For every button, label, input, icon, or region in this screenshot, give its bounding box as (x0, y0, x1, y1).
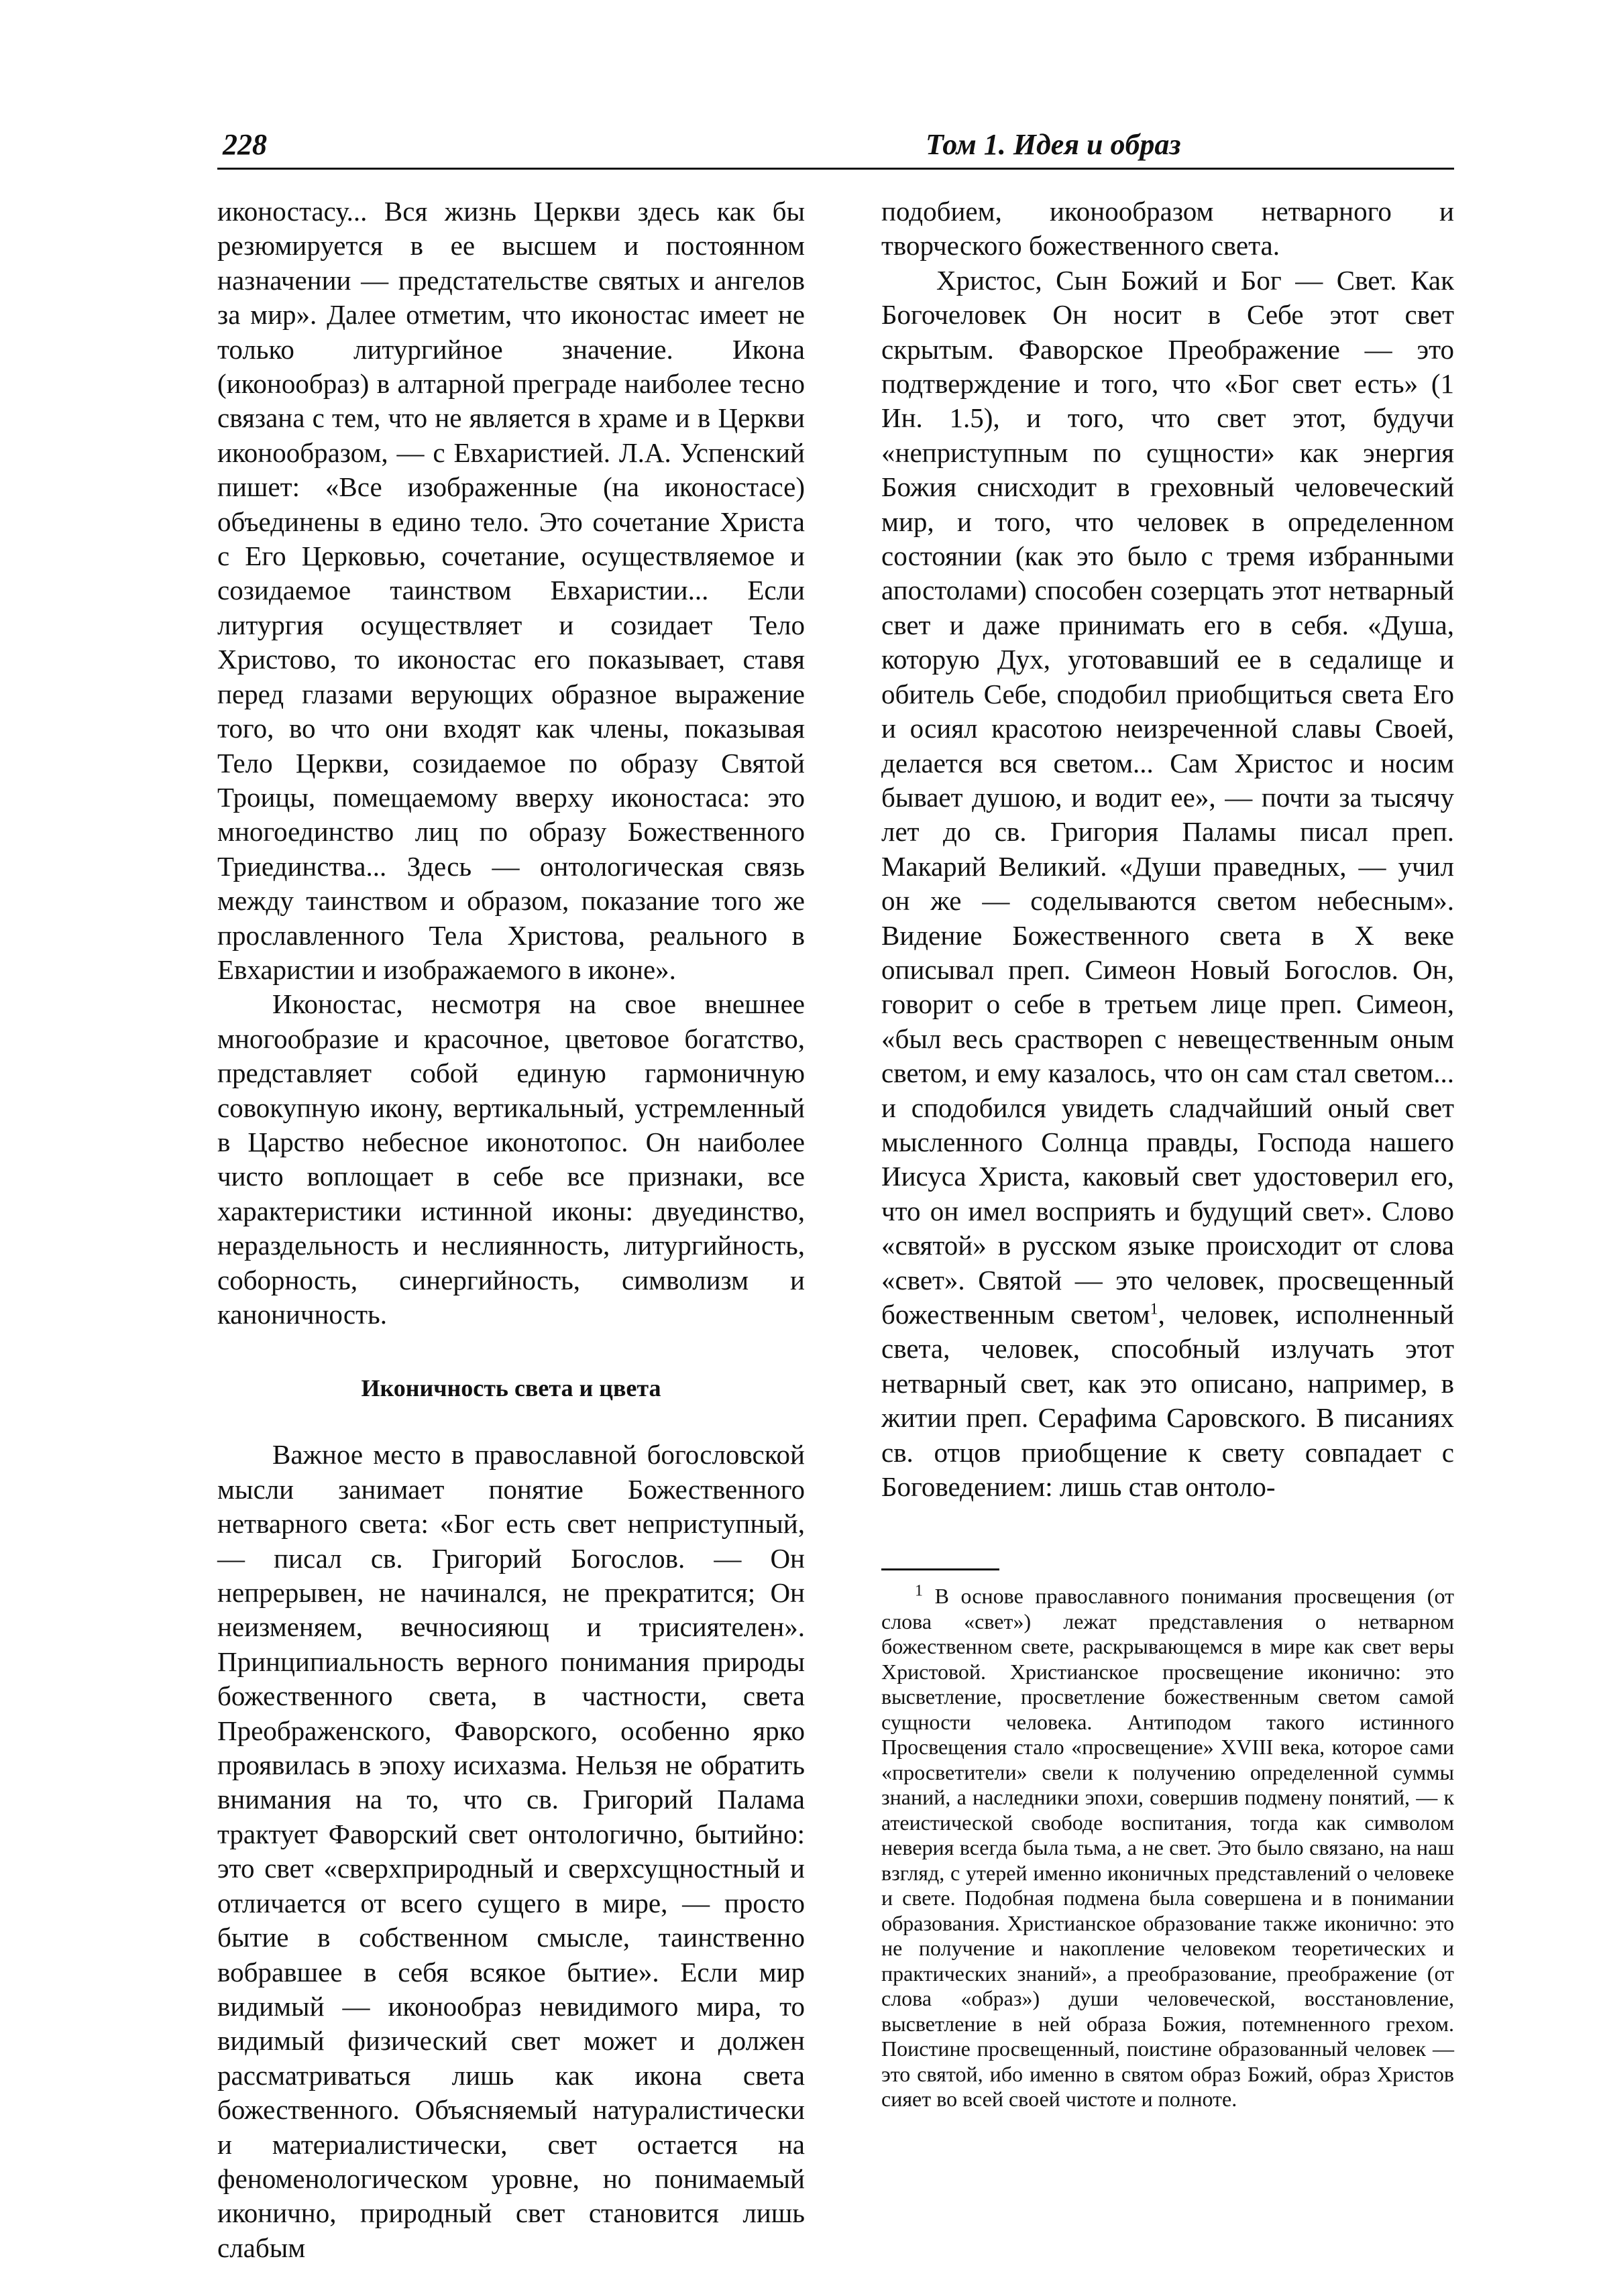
running-title: Том 1. Идея и образ (926, 128, 1181, 161)
footnote (881, 1584, 1454, 2112)
footnote-reference[interactable]: 1 (1150, 1300, 1158, 1318)
footnote-number: 1 (915, 1582, 923, 1600)
page-number: 228 (223, 128, 267, 161)
footnote-separator (881, 1568, 999, 1570)
running-header (217, 127, 1454, 170)
paragraph-divine-light: Важное место в православной богословской мысли занимает понятие Божественного нетварного света: «Бог есть свет неприступный, — писал св. Григорий Богослов. — Он непрерывен, не начинался, не прекратится; Он неизменяем, вечносияющ и трисиятелен». Принципиальность верного понимания природы божественного света, в частности, света Преображенского, Фаворского, особенно ярко проявилась в эпоху исихазма. Нельзя не обратить внимания на то, что св. Григорий Палама трактует Фаворский свет онтологично, бытийно: это свет «сверхприродный и сверхсущностный и отличается от всего сущего в мире, — просто бытие в собственном смысле, таинственно вобравшее в себя всякое бытие». Если мир видимый — иконообраз невидимого мира, то видимый физический свет может и должен рассматриваться лишь как икона света божественного. Объясняемый натуралистически и материалистически, свет остается на феноменологическом уровне, но понимаемый иконично, природный свет становится лишь слабым (217, 1439, 805, 2263)
paragraph-text-part2: , человек, исполненный света, человек, способный излучать этот нетварный свет, как это описано, например, в житии преп. Серафима Саровского. В писаниях св. отцов приобщение к свету совпадает с Боговедением: лишь став онтоло- (881, 1299, 1454, 1503)
footnote-text: В основе православного понимания просвещения (от слова «свет») лежат представления о нетварном божественном свете, раскрывающемся в мире как свет веры Христовой. Христианское просвещение иконично: это высветление, просветление божественным светом самой сущности человека. Антиподом такого истинного Просвещения стало «просвещение» XVIII века, которое сами «просветители» свели к получению определенной суммы знаний, а наследники эпохи, совершив подмену понятий, — к атеистической свободе воспитания, тогда как символом неверия всегда была тьма, а не свет. Это было связано, на наш взгляд, с утерей именно иконичных представлений о человеке и свете. Подобная подмена была совершена и в понимании образования. Христианское образование также иконично: это не получение и накопление человеком теоретических и практических знаний», а преобразование, преображение (от слова «образ») души человеческой, восстановление, высветление в ней образа Божия, потемненного грехом. Поистине просвещенный, поистине образованный человек — это святой, ибо именно в святом образ Божий, образ Христов сияет во всей своей чистоте и полноте. (881, 1584, 1455, 2112)
paragraph-continuation: иконостасу... Вся жизнь Церкви здесь как бы резюмируется в ее высшем и постоянном назначении — предстательстве святых и ангелов за мир». Далее отметим, что иконостас имеет не только литургийное значение. Икона (иконообраз) в алтарной преграде наиболее тесно связана с тем, что не является в храме и в Церкви иконообразом, — с Евхаристией. Л.А. Успенский пишет: «Все изображенные (на иконостасе) объединены в едино тело. Это сочетание Христа с Его Церковью, сочетание, осуществляемое и созидаемое таинством Евхаристии... Если литургия осуществляет и созидает Тело Христово, то иконостас его показывает, ставя перед глазами верующих образное выражение того, во что они входят как члены, показывая Тело Церкви, созидаемое по образу Святой Троицы, помещаемому вверху иконостаса: это многоединство лиц по образу Божественного Триединства... Здесь — онтологическая связь между таинством и образом, показание того же прославленного Тела Христова, реального в Евхаристии и изображаемого в иконе». (217, 196, 805, 985)
paragraph-text-part1: Христос, Сын Божий и Бог — Свет. Как Богочеловек Он носит в Себе этот свет скрытым. Фаворское Преображение — это подтверждение и того, что «Бог свет есть» (1 Ин. 1.5), и того, что свет этот, будучи «неприступным по сущности» как энергия Божия снисходит в греховный человеческий мир, и того, что человек в определенном состоянии (как это было с тремя избранными апостолами) способен созерцать этот нетварный свет и даже принимать его в себя. «Душа, которую Дух, уготовавший ее в седалище и обитель Себе, сподобил приобщиться света Его и осиял красотою неизреченной славы Своей, делается вся светом... Сам Христос и носим бывает душою, и водит ее», — почти за тысячу лет до св. Григория Паламы писал преп. Макарий Великий. «Души праведных, — учил он же — соделываются светом небесным». Видение Божественного света в X веке описывал преп. Симеон Новый Богослов. Он, говорит о себе в третьем лице преп. Симеон, «был весь сраствореn с невещественным оным светом, и ему казалось, что он сам стал светом... и сподобился увидеть сладчайший оный свет мысленного Солнца правды, Господа нашего Иисуса Христа, каковый свет удостоверил его, что он имел восприять и будущий свет». Слово «святой» в русском языке происходит от слова «свет». Святой — это человек, просвещенный божественным светом (881, 264, 1454, 1330)
paragraph-iconostasis: Иконостас, несмотря на свое внешнее многообразие и красочное, цветовое богатство, представляет собой единую гармоничную совокупную икону, вертикальный, устремленный в Царство небесное иконотопос. Он наиболее чисто воплощает в себе все признаки, все характеристики истинной иконы: двуединство, нераздельность и неслиянность, литургийность, соборность, синергийность, символизм и каноничность. (217, 988, 805, 1330)
right-column (881, 194, 1454, 2112)
left-column (217, 194, 805, 2265)
paragraph-christ-light (881, 264, 1454, 1505)
section-heading: Иконичность света и цвета (361, 1375, 661, 1402)
paragraph-continuation-right: подобием, иконообразом нетварного и творческого божественного света. (881, 196, 1454, 262)
